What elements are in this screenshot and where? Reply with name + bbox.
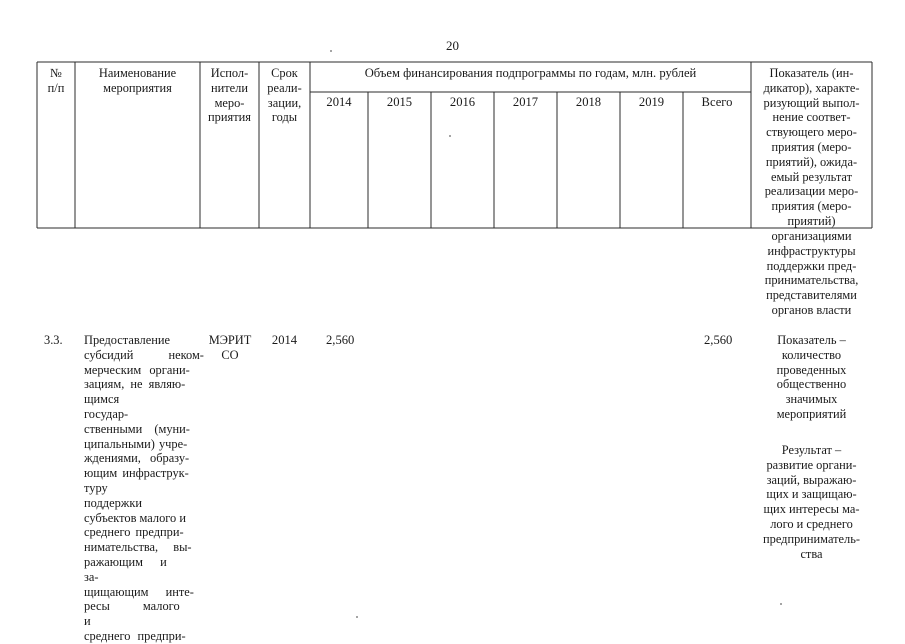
- row-result: Результат – развитие органи- заций, выражаю- щих и защищаю- щих интересы ма- лого и среднего предприниматель- ства: [763, 443, 860, 561]
- scan-speck: [356, 616, 358, 618]
- row-name-line: ципальными) учре-: [84, 436, 188, 451]
- row-name-line: ждениями, образу-: [84, 451, 190, 466]
- row-name-line: зациям, не являю-: [84, 377, 186, 392]
- indicator-continuation: организациями инфраструктуры поддержки пред- принимательства, представителями органов власти: [764, 229, 859, 317]
- header-year-2016: 2016: [449, 95, 476, 109]
- row-name-line: нимательства, вы-: [84, 540, 192, 555]
- row-name-line: Предоставление: [84, 333, 170, 347]
- scan-speck: [780, 603, 782, 605]
- header-col-financing: Объем финансирования подпрограммы по годам, млн. рублей: [364, 66, 697, 80]
- row-value-2014: 2,560: [326, 333, 355, 347]
- row-name-line: мерческим органи-: [84, 362, 190, 377]
- header-col-total: Всего: [701, 95, 733, 109]
- row-name-line: щищающим инте-: [84, 584, 194, 599]
- header-year-2019: 2019: [638, 95, 665, 109]
- row-name-line: туру поддержки: [84, 480, 142, 510]
- header-year-2015: 2015: [386, 95, 413, 109]
- header-col-term: Срок реали- зации, годы: [267, 66, 302, 125]
- header-col-executors: Испол- нители меро- приятия: [208, 66, 251, 125]
- scan-speck: [449, 135, 451, 137]
- row-term: 2014: [271, 333, 298, 347]
- header-year-2017: 2017: [512, 95, 539, 109]
- header-col-indicator: Показатель (ин- дикатор), характе- ризующий выпол- нение соответ- ствующего меро- приятия (меро- приятий), ожида- емый результат реализации меро- приятия (меро- приятий): [763, 66, 860, 228]
- header-year-2018: 2018: [575, 95, 602, 109]
- page-number: 20: [446, 38, 459, 53]
- row-name-line: ресы малого и: [84, 599, 180, 629]
- row-name-line: среднего предпри-: [84, 628, 186, 643]
- header-year-2014: 2014: [326, 95, 352, 109]
- row-name-line: ственными (муни-: [84, 421, 190, 436]
- row-name-line: среднего предпри-: [84, 525, 184, 540]
- row-number: 3.3.: [44, 333, 63, 347]
- row-name-line: ющим инфраструк-: [84, 466, 189, 481]
- row-indicator: Показатель – количество проведенных общественно значимых мероприятий: [776, 333, 847, 421]
- scan-speck: [330, 50, 332, 52]
- row-executor: МЭРИТ СО: [208, 333, 252, 362]
- row-name: [84, 333, 204, 644]
- row-name-line: щимся государ-: [84, 392, 129, 421]
- header-col-number: № п/п: [47, 66, 65, 95]
- row-name-line: субъектов малого и: [84, 510, 186, 525]
- row-name-line: субсидий неком-: [84, 347, 204, 362]
- row-name-line: ражающим и за-: [84, 554, 167, 584]
- row-value-total: 2,560: [704, 333, 733, 347]
- header-col-name: Наименование мероприятия: [98, 66, 177, 95]
